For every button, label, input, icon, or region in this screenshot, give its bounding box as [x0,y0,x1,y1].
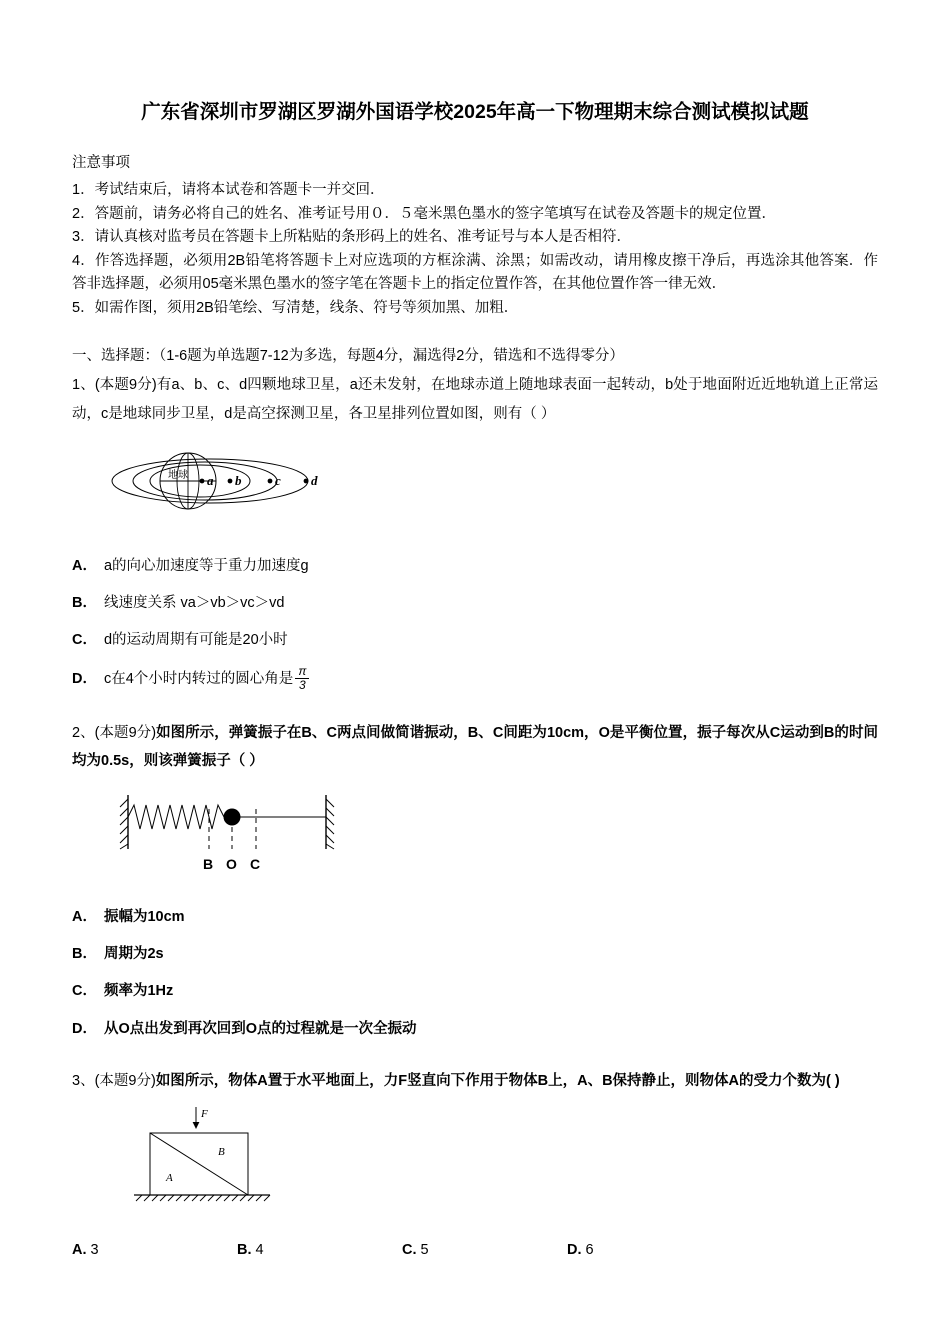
block-on-ground-diagram [120,1103,300,1213]
question-2-figure [114,787,878,892]
notice-line-2: 2．答题前，请务必将自己的姓名、准考证号用０．５毫米黑色墨水的签字笔填写在试卷及答题卡的规定位置． [72,205,777,222]
question-1-stem [72,371,878,428]
svg-text:a: a [207,472,214,488]
question-1-option-d [72,666,878,692]
question-2-option-d [72,1018,878,1041]
question-2-option-b [72,943,878,966]
notice-heading: 注意事项 [72,155,130,172]
option-label: D． [72,671,97,688]
option-text: 周期为2s [103,946,164,963]
fraction-numerator: π [298,664,307,679]
option-label: A． [72,909,97,926]
question-2-text: 如图所示，弹簧振子在B、C两点间做简谐振动，B、C间距为10cm，O是平衡位置，振子每次从C运动到B的时间均为0.5s，则该弹簧振子（ ） [72,724,878,769]
page-title: 广东省深圳市罗湖区罗湖外国语学校2025年高一下物理期末综合测试模拟试题 [141,101,809,123]
option-text: 4 [255,1242,264,1259]
option-label: A. [72,1242,87,1259]
notice-line-5: 5．如需作图，须用2B铅笔绘、写清楚，线条、符号等须加黑、加粗． [72,299,519,316]
option-label: B． [72,594,97,611]
section-heading: 一、选择题：（1-6题为单选题7-12为多选，每题4分，漏选得2分，错选和不选得零分） [72,348,624,365]
option-label: D． [72,1020,97,1037]
question-3-text: 如图所示，物体A置于水平地面上，力F竖直向下作用于物体B上，A、B保持静止，则物体A的受力个数为( ) [155,1072,840,1089]
question-2-option-c [72,980,878,1003]
option-label: B． [72,946,97,963]
option-label: C． [72,632,97,649]
svg-text:O: O [226,856,237,873]
question-2-score: (本题9分) [94,724,157,741]
spring-oscillator-diagram [114,787,374,887]
question-3-option-a [72,1242,237,1258]
option-label: C. [402,1242,417,1259]
notice-line-1: 1．考试结束后，请将本试卷和答题卡一并交回． [72,182,385,199]
question-3-option-d [567,1242,732,1258]
question-1-option-c [72,629,878,652]
svg-text:c: c [275,472,281,488]
option-text: 振幅为10cm [103,909,185,926]
question-1-option-b [72,592,878,615]
option-label: D. [567,1242,582,1259]
option-text: c在4个小时内转过的圆心角是 [103,671,294,688]
question-2-option-a [72,906,878,929]
question-3-option-c [402,1242,567,1258]
option-text: 线速度关系 va＞vb＞vc＞vd [103,594,285,611]
svg-text:A: A [166,1172,173,1185]
question-1-figure [110,442,878,525]
svg-text:B: B [218,1146,225,1159]
svg-text:F: F [201,1108,208,1121]
option-text: 3 [90,1242,99,1259]
option-text: 5 [420,1242,429,1259]
svg-text:B: B [203,856,214,873]
question-3-score: (本题9分) [94,1072,156,1089]
notice-line-4: 4．作答选择题，必须用2B铅笔将答题卡上对应选项的方框涂满、涂黑；如需改动，请用橡皮擦干净后，再选涂其他答案．作答非选择题，必须用05毫米黑色墨水的签字笔在答题卡上的指定位置作答，在其他位置作答一律无效． [72,252,878,293]
svg-text:d: d [311,472,318,488]
question-2-stem [72,719,878,776]
fraction-denominator: 3 [295,678,309,692]
fraction-pi-over-3 [295,665,309,691]
option-label: C． [72,983,97,1000]
option-label: B. [237,1242,252,1259]
option-text: 频率为1Hz [103,983,174,1000]
question-3-number: 3、 [72,1072,95,1089]
svg-text:b: b [235,472,242,488]
option-text: a的向心加速度等于重力加速度g [103,557,309,574]
satellite-orbit-diagram [110,442,400,520]
question-1-number: 1、 [72,377,95,394]
option-text: 6 [585,1242,594,1259]
svg-text:C: C [250,856,261,873]
notice-line-3: 3．请认真核对监考员在答题卡上所粘贴的条形码上的姓名、准考证号与本人是否相符． [72,229,632,246]
option-text: 从O点出发到再次回到O点的过程就是一次全振动 [103,1020,417,1037]
question-3-stem [72,1067,878,1095]
question-3-option-b [237,1242,402,1258]
question-2-number: 2、 [72,724,95,741]
option-label: A． [72,557,97,574]
question-1-text: 有a、b、c、d四颗地球卫星，a还未发射，在地球赤道上随地球表面一起转动，b处于地面附近近地轨道上正常运动，c是地球同步卫星，d是高空探测卫星，各卫星排列位置如图，则有（ ） [72,377,878,422]
question-1-option-a [72,555,878,578]
svg-text:地球: 地球 [168,469,188,481]
option-text: d的运动周期有可能是20小时 [103,632,288,649]
question-1-score: (本题9分) [94,377,157,394]
question-3-options-row [72,1242,878,1258]
question-3-figure [120,1103,878,1218]
